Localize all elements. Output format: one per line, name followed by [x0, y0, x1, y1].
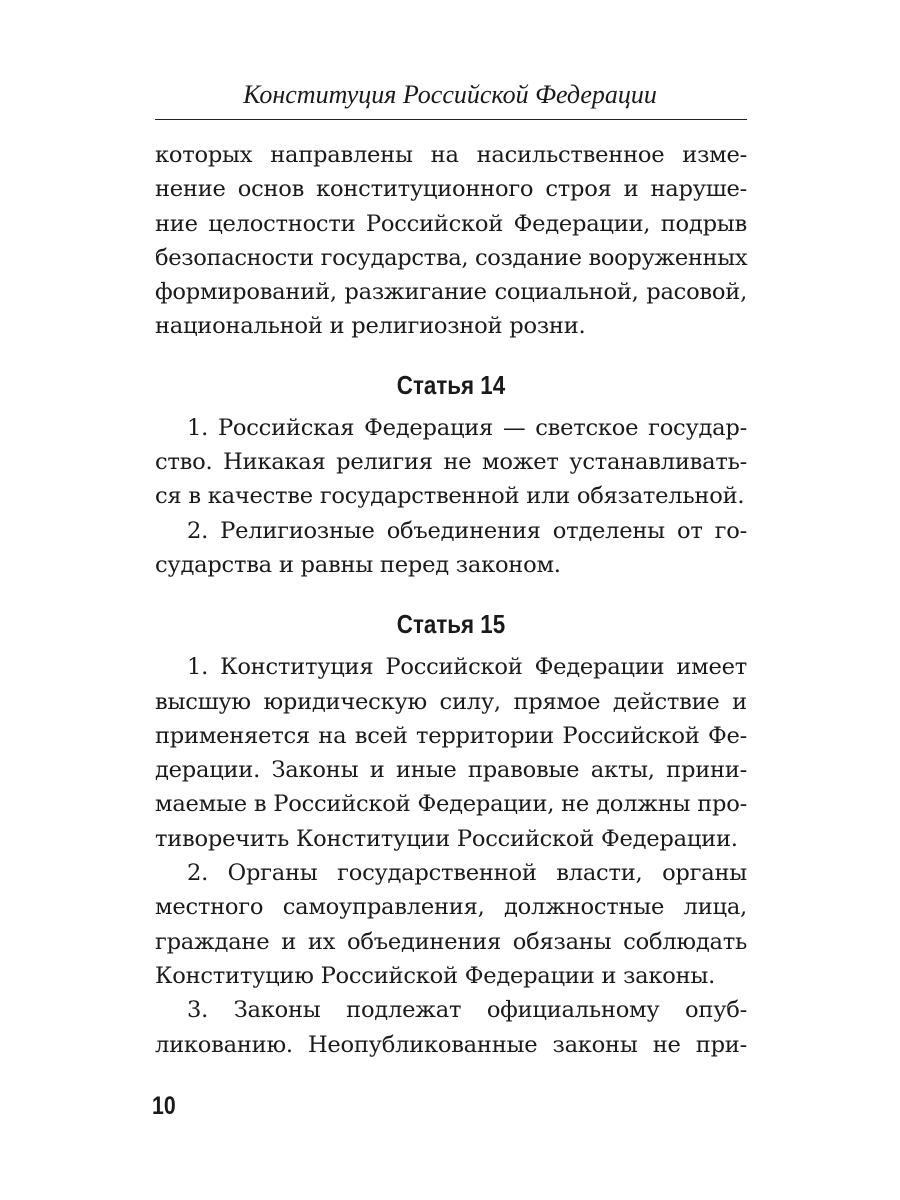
- running-header: Конституция Российской Федерации: [243, 80, 657, 109]
- article-14-paragraph-1: [155, 411, 747, 514]
- text-line: Конституцию Российской Федерации и законы.: [155, 962, 716, 989]
- text-line: ство. Никакая религия не может устанавливать-: [155, 449, 747, 476]
- continuation-paragraph: [155, 138, 747, 344]
- text-line: ся в качестве государственной или обязательной.: [155, 483, 745, 510]
- article-15-paragraph-2: [155, 856, 747, 993]
- text-line: нение основ конституционного строя и наруше-: [155, 176, 747, 203]
- text-line: ние целостности Российской Федерации, подрыв: [155, 210, 747, 237]
- text-line: применяется на всей территории Российской Фе-: [155, 722, 747, 749]
- article-14-paragraph-2: [155, 514, 747, 583]
- text-line: тиворечить Конституции Российской Федерации.: [155, 825, 738, 852]
- text-line: 1. Российская Федерация — светское государ-: [187, 414, 747, 441]
- page-number: 10: [152, 1092, 176, 1120]
- text-line: формирований, разжигание социальной, расовой,: [155, 279, 747, 306]
- article-15-heading: Статья 15: [396, 609, 506, 640]
- text-line: 2. Органы государственной власти, органы: [187, 860, 747, 887]
- text-line: безопасности государства, создание вооруженных: [155, 244, 748, 271]
- article-14-heading: Статья 14: [396, 369, 506, 400]
- text-line: граждане и их объединения обязаны соблюдать: [155, 928, 747, 955]
- text-line: ликованию. Неопубликованные законы не при-: [155, 1031, 747, 1058]
- text-line: 1. Конституция Российской Федерации имеет: [187, 654, 747, 681]
- text-line: высшую юридическую силу, прямое действие и: [155, 688, 747, 715]
- text-line: местного самоуправления, должностные лица,: [155, 894, 747, 921]
- text-line: национальной и религиозной розни.: [155, 313, 586, 340]
- article-15-paragraph-1: [155, 650, 747, 856]
- text-line: 2. Религиозные объединения отделены от го-: [187, 517, 747, 544]
- page-body: [155, 138, 747, 1062]
- text-line: которых направлены на насильственное изме-: [155, 142, 747, 168]
- text-line: дерации. Законы и иные правовые акты, прини-: [155, 757, 747, 784]
- text-line: 3. Законы подлежат официальному опуб-: [187, 997, 747, 1024]
- article-15-paragraph-3: [155, 993, 747, 1062]
- text-line: маемые в Российской Федерации, не должны про-: [155, 791, 747, 818]
- text-line: сударства и равны перед законом.: [155, 551, 561, 578]
- header-rule: [155, 119, 747, 120]
